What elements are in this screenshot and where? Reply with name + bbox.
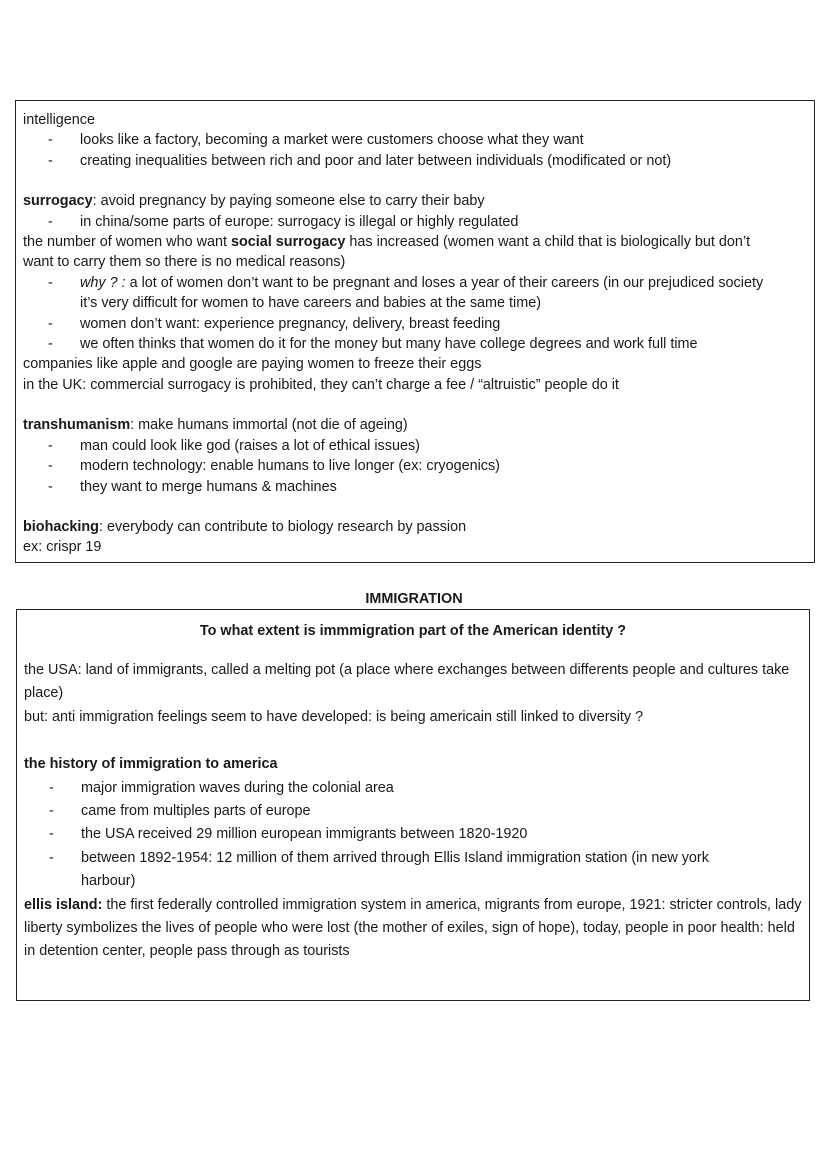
bullet-dash: -	[48, 274, 53, 291]
term: social surrogacy	[230, 234, 346, 251]
bullet-dash: -	[49, 849, 54, 866]
history-heading: the history of immigration to america	[24, 756, 278, 773]
bullet-text: modern technology: enable humans to live longer (ex: cryogenics)	[80, 458, 500, 475]
term: ellis island:	[24, 896, 103, 913]
term: transhumanism	[23, 417, 131, 434]
bullet-dash: -	[48, 336, 53, 353]
why-label: why ? :	[80, 274, 126, 291]
bullet-text: the USA received 29 million european immigrants between 1820-1920	[81, 826, 528, 843]
bullet-item	[23, 130, 807, 150]
question-heading: To what extent is immmigration part of the American identity ?	[199, 623, 627, 639]
bullet-text: they want to merge humans & machines	[80, 478, 337, 495]
bullet-item	[24, 823, 802, 846]
bullet-item	[23, 151, 807, 171]
definition: : everybody can contribute to biology research by passion	[98, 518, 467, 535]
bullet-text: between 1892-1954: 12 million of them arrived through Ellis Island immigration station (in new york harbour)	[81, 849, 709, 890]
notes-box-immigration	[16, 609, 810, 1001]
bullet-text: women don’t want: experience pregnancy, delivery, breast feeding	[80, 315, 501, 332]
text: the number of women who want	[23, 234, 231, 251]
text-line: ex: crispr 19	[23, 539, 102, 556]
definition-surrogacy	[23, 191, 807, 211]
bullet-dash: -	[48, 315, 53, 332]
definition: : avoid pregnancy by paying someone else to carry their baby	[92, 193, 485, 210]
text-line: want to carry them so there is no medical reasons)	[23, 254, 346, 271]
bullet-dash: -	[48, 458, 53, 475]
text: has increased (women want a child that is biologically but don’t	[345, 234, 751, 251]
bullet-text: major immigration waves during the colonial area	[81, 779, 394, 796]
bullet-text: it’s very difficult for women to have careers and babies at the same time)	[80, 295, 541, 312]
bullet-text: in china/some parts of europe: surrogacy is illegal or highly regulated	[80, 213, 519, 230]
text-line: in the UK: commercial surrogacy is prohibited, they can’t charge a fee / “altruistic” people do it	[23, 376, 619, 393]
term: surrogacy	[23, 193, 93, 210]
definition: : make humans immortal (not die of ageing)	[130, 417, 408, 434]
bullet-item	[23, 212, 807, 232]
bullet-continuation	[23, 293, 807, 313]
definition: the first federally controlled immigration system in america, migrants from europe, 1921: stricter controls, lady liberty symbolizes the lives of people who were lost (the mother of exiles, sign of hope), today, people in poor health: held in detention center, people pass through as tourists	[24, 896, 802, 960]
bullet-text: man could look like god (raises a lot of ethical issues)	[80, 437, 420, 454]
bullet-text: a lot of women don’t want to be pregnant and loses a year of their careers (in our prejudiced society	[125, 274, 764, 291]
bullet-item	[23, 334, 807, 354]
bullet-text: came from multiples parts of europe	[81, 803, 311, 820]
bullet-dash: -	[49, 803, 54, 820]
text-line: intelligence	[23, 112, 96, 128]
bullet-item	[23, 314, 807, 334]
bullet-item	[24, 777, 802, 800]
paragraph: the USA: land of immigrants, called a melting pot (a place where exchanges between differents people and cultures take place)	[24, 662, 790, 702]
bullet-dash: -	[48, 437, 53, 454]
definition-biohacking	[23, 517, 807, 537]
bullet-text: we often thinks that women do it for the money but many have college degrees and work full time	[80, 336, 698, 353]
section-title: IMMIGRATION	[365, 591, 463, 607]
term: biohacking	[23, 518, 99, 535]
bullet-dash: -	[48, 152, 53, 169]
bullet-item	[24, 800, 802, 823]
paragraph: but: anti immigration feelings seem to have developed: is being americain still linked to diversity ?	[24, 708, 644, 725]
definition-ellis-island	[24, 894, 802, 964]
bullet-dash: -	[48, 478, 53, 495]
social-surrogacy-line	[23, 232, 807, 252]
text-line: companies like apple and google are paying women to freeze their eggs	[23, 356, 482, 373]
bullet-item	[23, 273, 807, 293]
bullet-item	[23, 436, 807, 456]
bullet-item	[23, 456, 807, 476]
bullet-dash: -	[48, 132, 53, 149]
bullet-item	[24, 847, 802, 894]
bullet-text: looks like a factory, becoming a market were customers choose what they want	[80, 132, 584, 149]
notes-box-surrogacy	[15, 100, 815, 563]
bullet-dash: -	[49, 826, 54, 843]
bullet-dash: -	[49, 779, 54, 796]
bullet-text: creating inequalities between rich and poor and later between individuals (modificated or not)	[80, 152, 672, 169]
bullet-dash: -	[48, 213, 53, 230]
definition-transhumanism	[23, 415, 807, 435]
bullet-item	[23, 477, 807, 497]
